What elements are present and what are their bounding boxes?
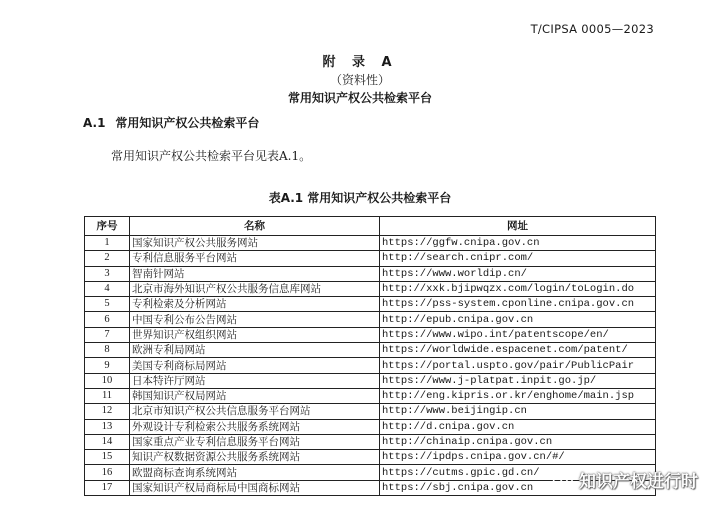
platform-url: http://search.cnipr.com/: [380, 251, 656, 266]
section-title: 常用知识产权公共检索平台: [115, 116, 260, 130]
table-row: [85, 297, 656, 312]
table-row: [85, 236, 656, 251]
row-number: 15: [85, 450, 130, 465]
platform-name: 国家重点产业专利信息服务平台网站: [130, 434, 380, 449]
platform-url: http://d.cnipa.gov.cn: [380, 419, 656, 434]
platform-url: http://xxk.bjipwqzx.com/login/toLogin.do: [380, 281, 656, 296]
header-url: 网址: [380, 217, 656, 236]
table-row: [85, 358, 656, 373]
row-number: 8: [85, 343, 130, 358]
table-row: [85, 388, 656, 403]
platform-name: 欧洲专利局网站: [130, 343, 380, 358]
platform-url: https://worldwide.espacenet.com/patent/: [380, 343, 656, 358]
platform-url: https://ipdps.cnipa.gov.cn/#/: [380, 450, 656, 465]
table-row: [85, 266, 656, 281]
table-header-row: [85, 217, 656, 236]
platform-url: https://www.worldip.cn/: [380, 266, 656, 281]
row-number: 5: [85, 297, 130, 312]
table-row: [85, 327, 656, 342]
platform-name: 专利检索及分析网站: [130, 297, 380, 312]
platform-name: 韩国知识产权局网站: [130, 388, 380, 403]
table-row: [85, 450, 656, 465]
platform-url: https://pss-system.cponline.cnipa.gov.cn: [380, 297, 656, 312]
row-number: 14: [85, 434, 130, 449]
platform-name: 智南针网站: [130, 266, 380, 281]
platform-name: 知识产权数据资源公共服务系统网站: [130, 450, 380, 465]
wechat-icon: [552, 471, 574, 489]
appendix-nature: （资料性）: [329, 73, 390, 87]
platform-url: https://www.j-platpat.inpit.go.jp/: [380, 373, 656, 388]
platform-name: 世界知识产权组织网站: [130, 327, 380, 342]
table-row: [85, 343, 656, 358]
platform-name: 外观设计专利检索公共服务系统网站: [130, 419, 380, 434]
platform-name: 北京市知识产权公共信息服务平台网站: [130, 404, 380, 419]
platform-name: 专利信息服务平台网站: [130, 251, 380, 266]
row-number: 13: [85, 419, 130, 434]
row-number: 9: [85, 358, 130, 373]
table-row: [85, 404, 656, 419]
row-number: 1: [85, 236, 130, 251]
standard-code: T/CIPSA 0005—2023: [530, 22, 654, 36]
watermark-text: 知识产权进行时: [579, 472, 698, 492]
platforms-table: [84, 216, 656, 496]
row-number: 4: [85, 281, 130, 296]
row-number: 6: [85, 312, 130, 327]
row-number: 2: [85, 251, 130, 266]
section-heading: [83, 114, 259, 131]
platform-name: 中国专利公布公告网站: [130, 312, 380, 327]
table-row: [85, 419, 656, 434]
platform-name: 北京市海外知识产权公共服务信息库网站: [130, 281, 380, 296]
platform-url: http://eng.kipris.or.kr/enghome/main.jsp: [380, 388, 656, 403]
table-caption: 表A.1 常用知识产权公共检索平台: [268, 191, 452, 205]
table-row: [85, 373, 656, 388]
row-number: 16: [85, 465, 130, 480]
platform-name: 美国专利商标局网站: [130, 358, 380, 373]
body-paragraph: 常用知识产权公共检索平台见表A.1。: [111, 149, 312, 163]
row-number: 7: [85, 327, 130, 342]
platform-url: http://epub.cnipa.gov.cn: [380, 312, 656, 327]
appendix-name: 常用知识产权公共检索平台: [287, 91, 432, 105]
row-number: 10: [85, 373, 130, 388]
platform-url: https://ggfw.cnipa.gov.cn: [380, 236, 656, 251]
platform-name: 日本特许厅网站: [130, 373, 380, 388]
row-number: 17: [85, 480, 130, 495]
platform-url: http://chinaip.cnipa.gov.cn: [380, 434, 656, 449]
table-row: [85, 434, 656, 449]
watermark: [552, 467, 698, 492]
row-number: 3: [85, 266, 130, 281]
table-row: [85, 312, 656, 327]
section-number: A.1: [83, 116, 106, 130]
row-number: 11: [85, 388, 130, 403]
platform-name: 欧盟商标查询系统网站: [130, 465, 380, 480]
platform-name: 国家知识产权公共服务网站: [130, 236, 380, 251]
row-number: 12: [85, 404, 130, 419]
platform-name: 国家知识产权局商标局中国商标网站: [130, 480, 380, 495]
platform-url: https://sbj.cnipa.gov.cn: [380, 480, 656, 495]
table-row: [85, 251, 656, 266]
platform-url: https://www.wipo.int/patentscope/en/: [380, 327, 656, 342]
platform-url: https://portal.uspto.gov/pair/PublicPair: [380, 358, 656, 373]
platform-url: https://cutms.gpic.gd.cn/: [380, 465, 656, 480]
header-name: 名称: [130, 217, 380, 236]
header-number: 序号: [85, 217, 130, 236]
table-body: [85, 236, 656, 496]
platform-url: http://www.beijingip.cn: [380, 404, 656, 419]
appendix-title: 附 录 A: [322, 55, 398, 70]
table-row: [85, 281, 656, 296]
